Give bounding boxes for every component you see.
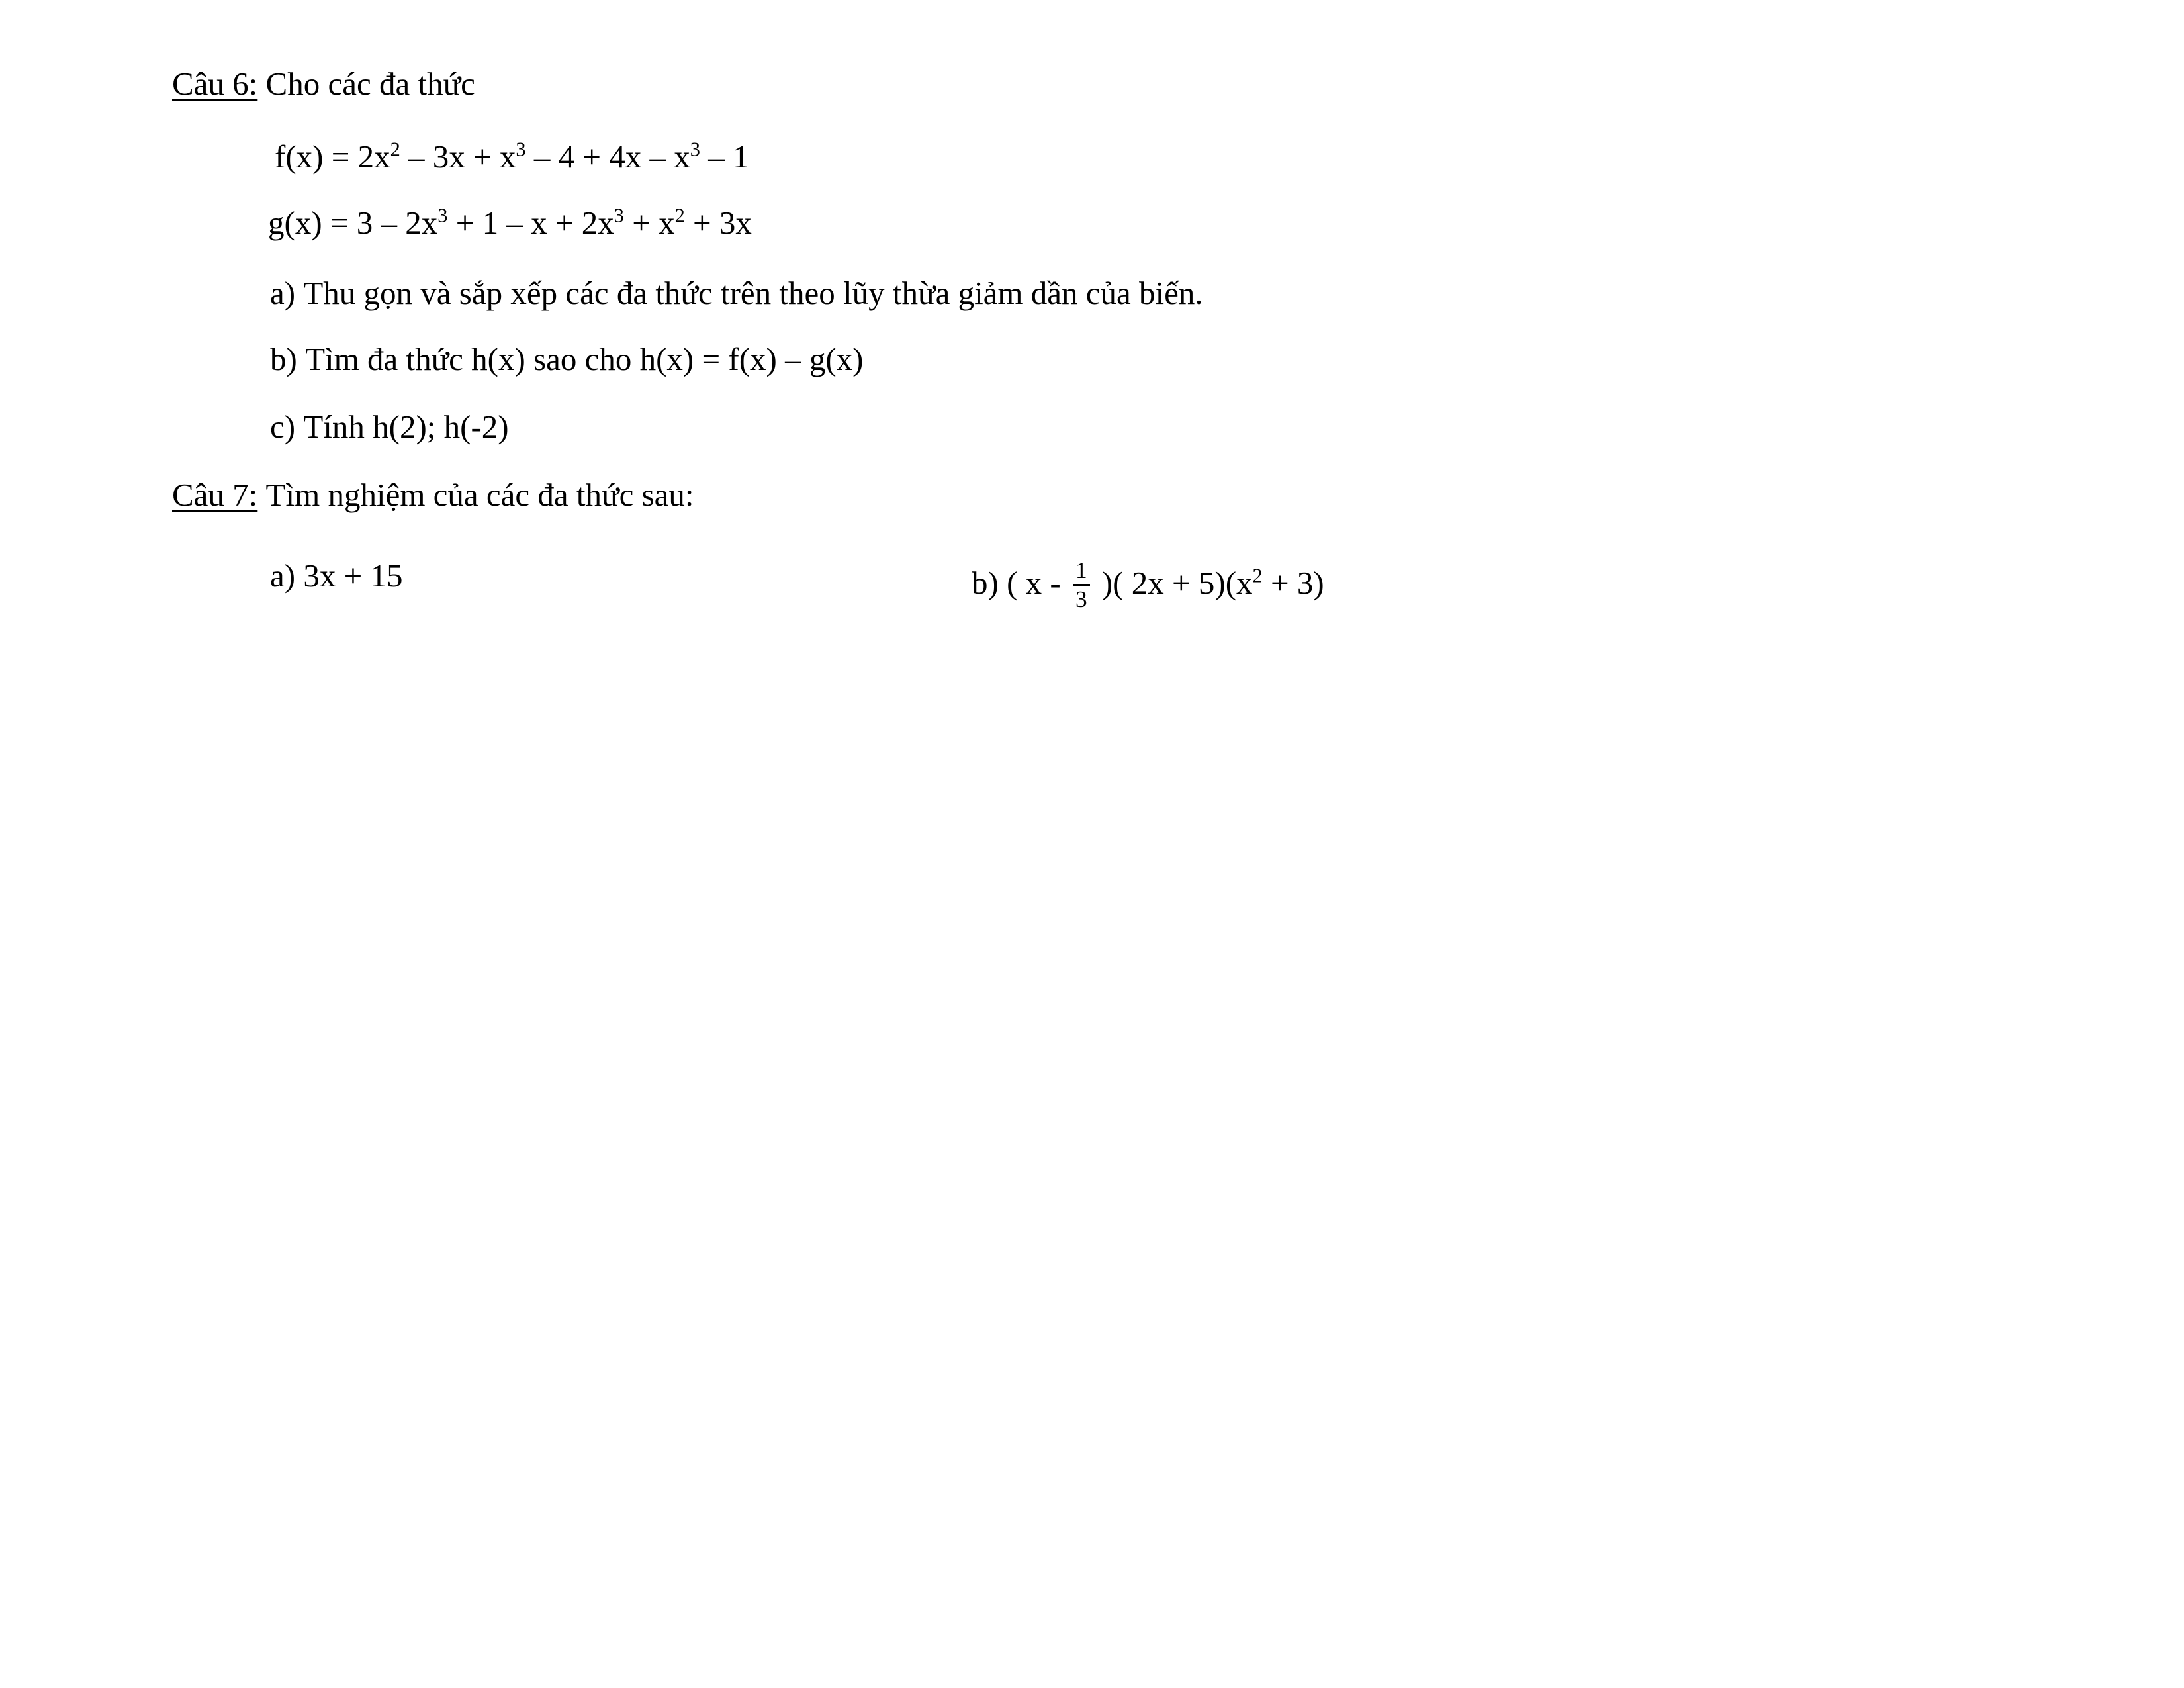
question-6-prompt-text: Cho các đa thức: [265, 66, 475, 102]
question-6-part-c: [270, 410, 509, 443]
expression-gx-mid2: + x: [623, 205, 675, 241]
expression-gx-sup1: 3: [437, 204, 448, 227]
part-a-label: a): [270, 275, 296, 311]
expression-fx-sup2: 3: [516, 138, 526, 161]
q7-part-b-mid: )( 2x + 5)(x: [1093, 564, 1253, 601]
question-6-label: Câu 6:: [172, 66, 258, 102]
q7-part-a-space: [295, 557, 303, 594]
part-a-text: Thu gọn và sắp xếp các đa thức trên theo lũy thừa giảm dần của biến.: [303, 275, 1203, 311]
part-c-text: Tính h(2); h(-2): [303, 408, 509, 445]
expression-fx-mid1: – 3x + x: [400, 138, 516, 175]
part-b-space: [297, 341, 305, 377]
expression-fx-head: f(x) = 2x: [275, 138, 390, 175]
expression-gx-mid1: + 1 – x + 2x: [447, 205, 614, 241]
q7-part-a-text: 3x + 15: [303, 557, 403, 594]
part-c-space: [295, 408, 303, 445]
expression-fx-tail: – 1: [700, 138, 749, 175]
question-7-heading: [172, 479, 694, 511]
part-b-label: b): [270, 341, 297, 377]
q7-part-b-tail: + 3): [1262, 564, 1324, 601]
question-7-prompt-text: Tìm nghiệm của các đa thức sau:: [265, 477, 694, 513]
question-6-part-a: [270, 277, 1203, 309]
question-7-part-b: [972, 559, 1324, 613]
expression-fx-mid2: – 4 + 4x – x: [525, 138, 690, 175]
expression-fx: [275, 140, 749, 173]
fraction-numerator: 1: [1075, 557, 1087, 583]
question-6-prompt: [257, 66, 265, 102]
q7-part-b-label: b): [972, 564, 999, 601]
fraction-bar: [1073, 584, 1090, 586]
part-a-space: [295, 275, 303, 311]
part-c-label: c): [270, 408, 296, 445]
q7-part-b-space: [999, 565, 1007, 601]
expression-gx-sup3: 2: [674, 204, 685, 227]
expression-gx-tail: + 3x: [684, 205, 752, 241]
question-7-space: [257, 477, 265, 513]
q7-part-b-head: ( x -: [1007, 564, 1069, 601]
fraction-one-third: [1073, 558, 1090, 612]
question-7-label: Câu 7:: [172, 477, 258, 513]
fraction-denominator: 3: [1075, 586, 1087, 613]
expression-fx-sup1: 2: [390, 138, 400, 161]
part-b-text: Tìm đa thức h(x) sao cho h(x) = f(x) – g(x): [305, 341, 864, 377]
question-7-part-a: [270, 559, 402, 592]
expression-gx-sup2: 3: [614, 204, 624, 227]
q7-part-a-label: a): [270, 557, 296, 594]
expression-gx: [268, 204, 752, 241]
expression-gx-head: g(x) = 3 – 2x: [268, 205, 438, 241]
q7-part-b-sup: 2: [1252, 564, 1263, 587]
question-6-heading: [172, 68, 475, 100]
expression-fx-sup3: 3: [690, 138, 700, 161]
question-6-part-b: [270, 343, 863, 375]
